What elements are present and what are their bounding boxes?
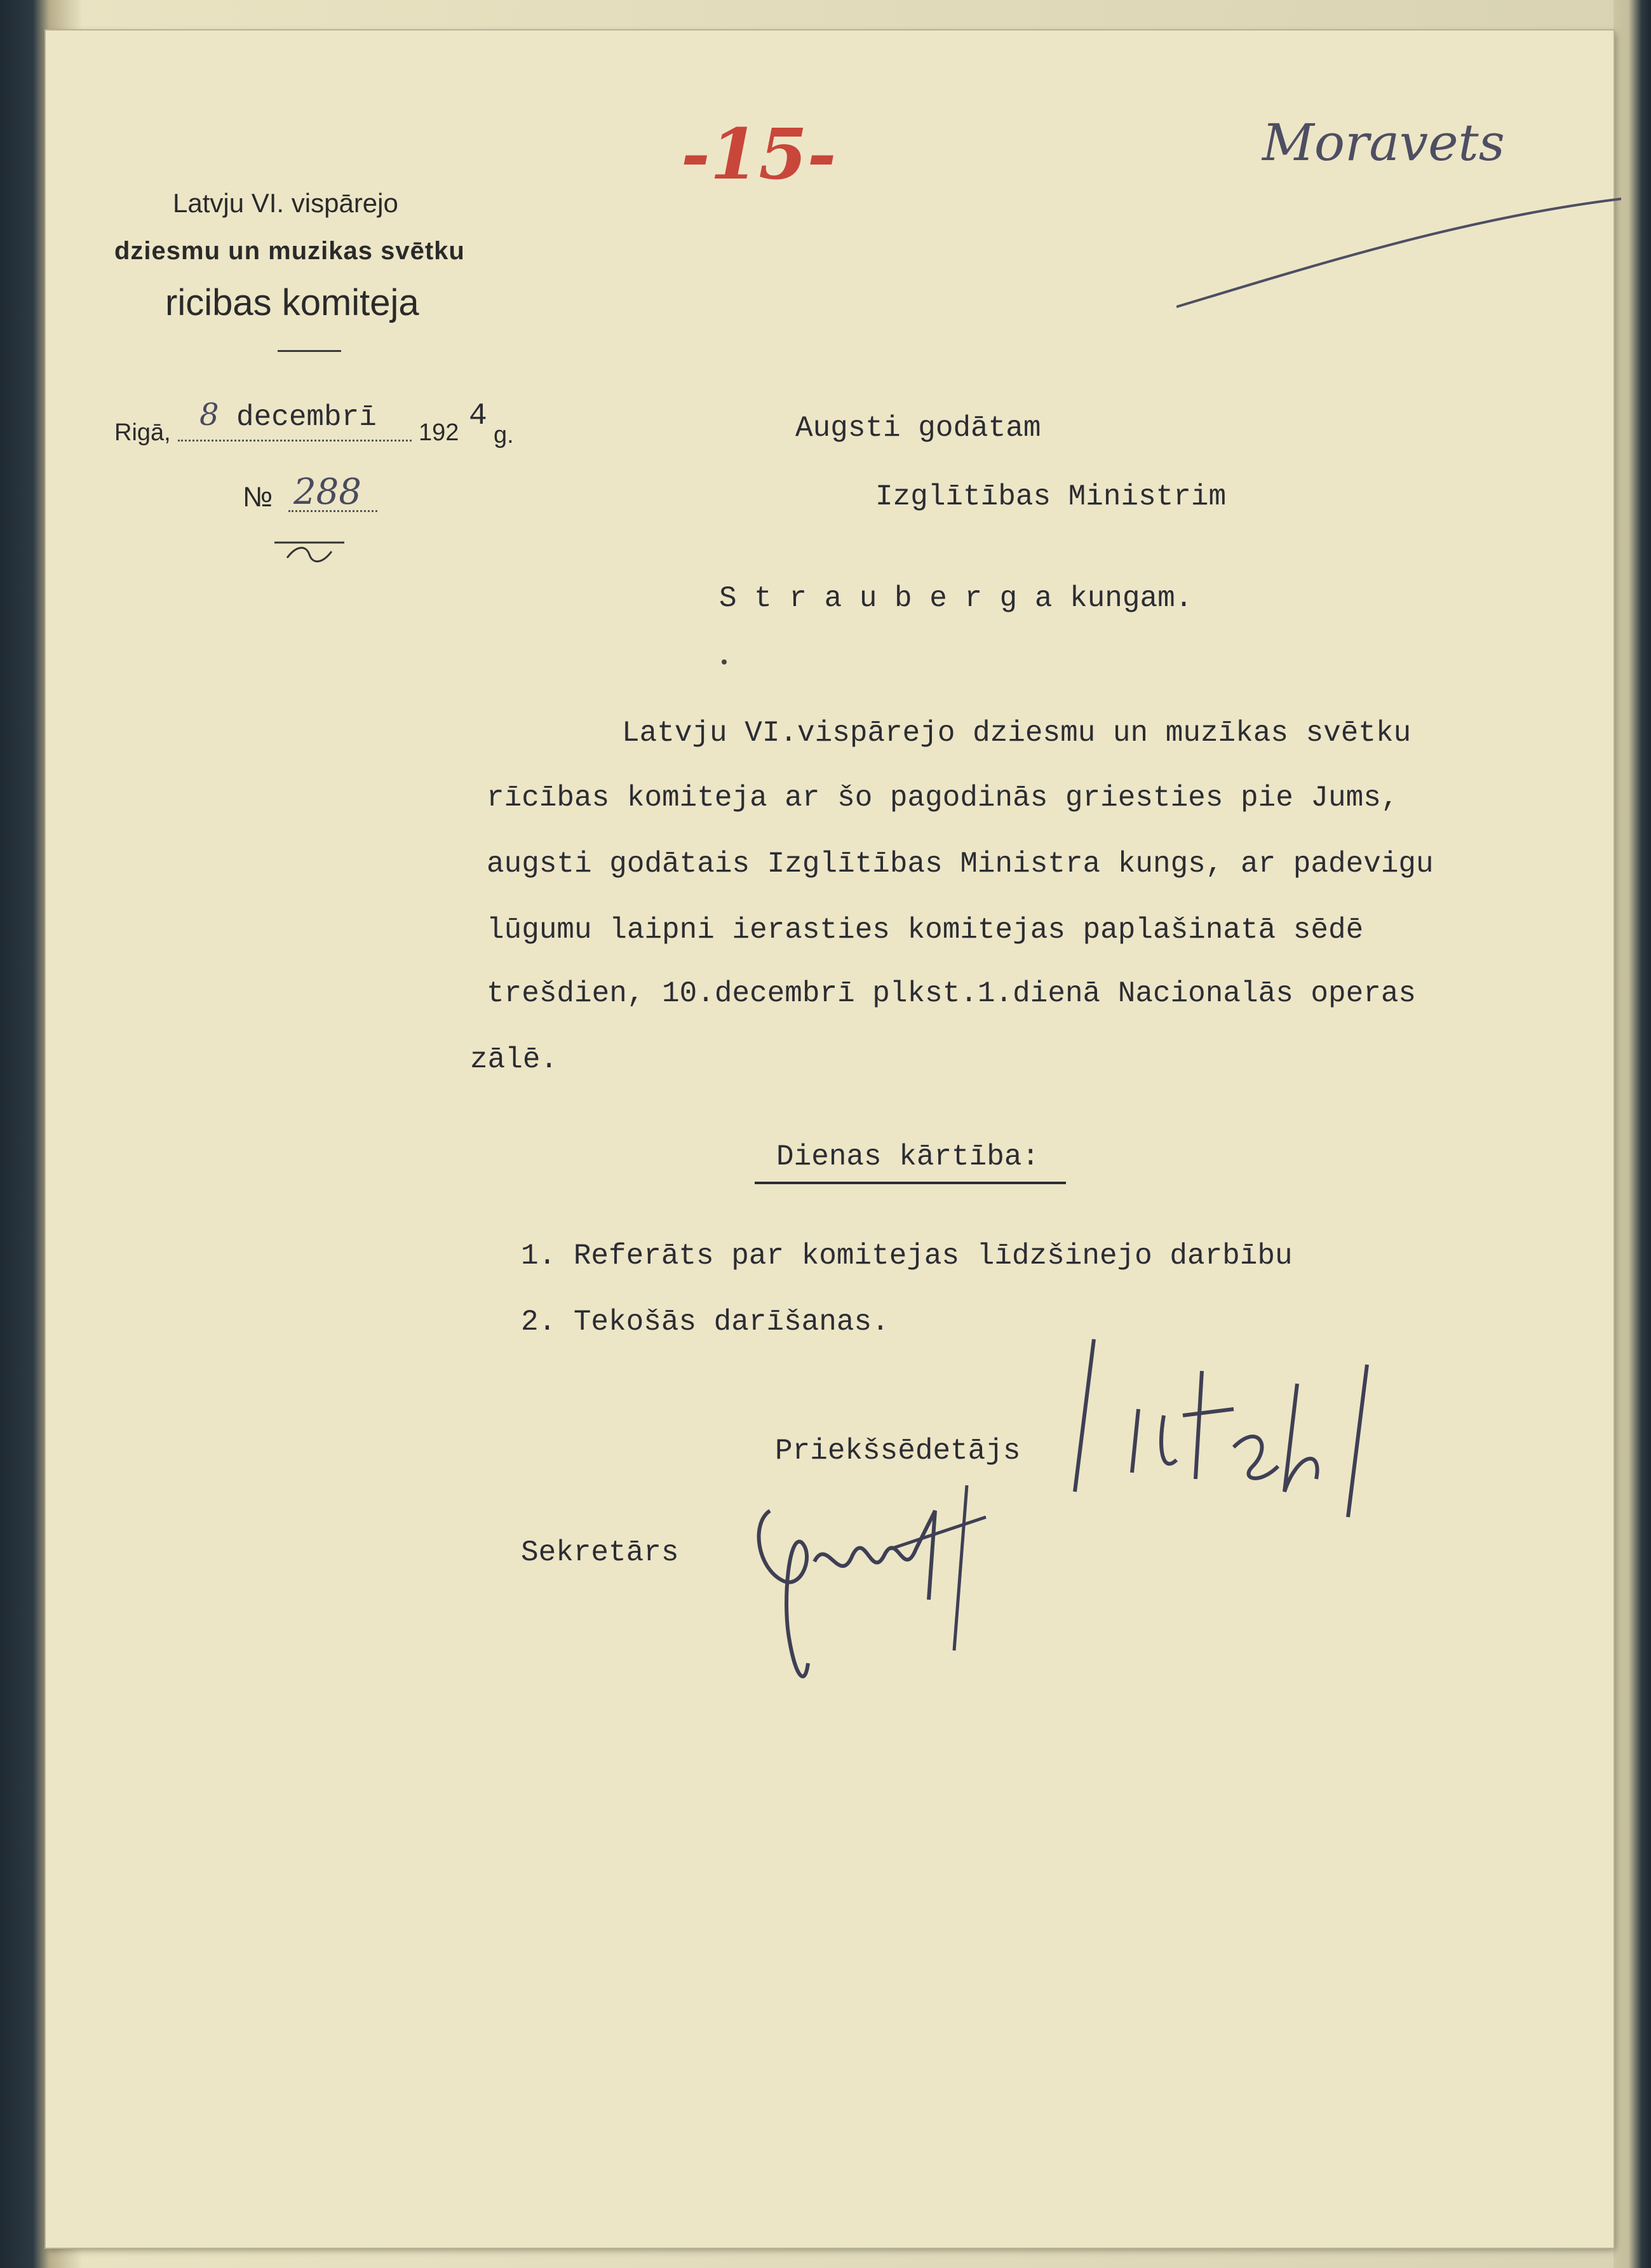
number-sign: № (243, 482, 273, 513)
addressee-line-1: Augsti godātam (795, 412, 1041, 445)
agenda-item-1: 1. Referāts par komitejas līdzšinejo darbību (521, 1239, 1293, 1272)
document-page (46, 30, 1614, 2248)
secretary-label: Sekretārs (521, 1536, 679, 1569)
chair-label: Priekšsēdetājs (775, 1434, 1021, 1468)
document-number: 288 (293, 471, 361, 513)
body-line-3: augsti godātais Izglītības Ministra kungs, ar padevigu (487, 847, 1434, 881)
folio-number: -15- (681, 113, 837, 195)
chair-signature (1068, 1326, 1405, 1555)
body-line-5: trešdien, 10.decembrī plkst.1.dienā Nacionalās operas (487, 977, 1417, 1010)
agenda-heading: Dienas kārtība: (776, 1140, 1040, 1173)
body-line-4: lūgumu laipni ierasties komitejas paplašinatā sēdē (487, 914, 1364, 947)
date-year-digit: 4 (469, 399, 487, 433)
letterhead-line-3: ricibas komiteja (165, 282, 419, 323)
agenda-item-2: 2. Tekošās darīšanas. (521, 1306, 889, 1339)
handwritten-annotation: Moravets (1262, 113, 1505, 172)
annotation-underline (1176, 192, 1621, 320)
agenda-underline (755, 1182, 1066, 1184)
stray-dot (722, 659, 727, 665)
body-line-6: zālē. (470, 1043, 558, 1076)
body-line-2: rīcības komiteja ar šo pagodinās griesties pie Jums, (487, 781, 1399, 814)
addressee-line-2: Izglītības Ministrim (875, 480, 1227, 513)
date-year-prefix: 192 (419, 419, 459, 446)
addressee-line-3: S t r a u b e r g a kungam. (719, 582, 1193, 615)
underlying-sheet-edge (1614, 0, 1651, 2268)
date-place: Rigā, (114, 419, 171, 446)
letterhead-line-2: dziesmu un muzikas svētku (114, 237, 465, 265)
date-year-suffix: g. (494, 422, 514, 449)
letterhead-line-1: Latvju VI. vispārejo (173, 188, 398, 218)
date-month: decembrī (236, 401, 377, 434)
date-dotted-line (178, 440, 412, 442)
date-day: 8 (199, 397, 219, 433)
body-line-1: Latvju VI.vispārejo dziesmu un muzīkas svētku (622, 717, 1412, 750)
secretary-signature (745, 1473, 1018, 1714)
letterhead-divider (278, 350, 341, 352)
letterhead-flourish (274, 539, 344, 564)
